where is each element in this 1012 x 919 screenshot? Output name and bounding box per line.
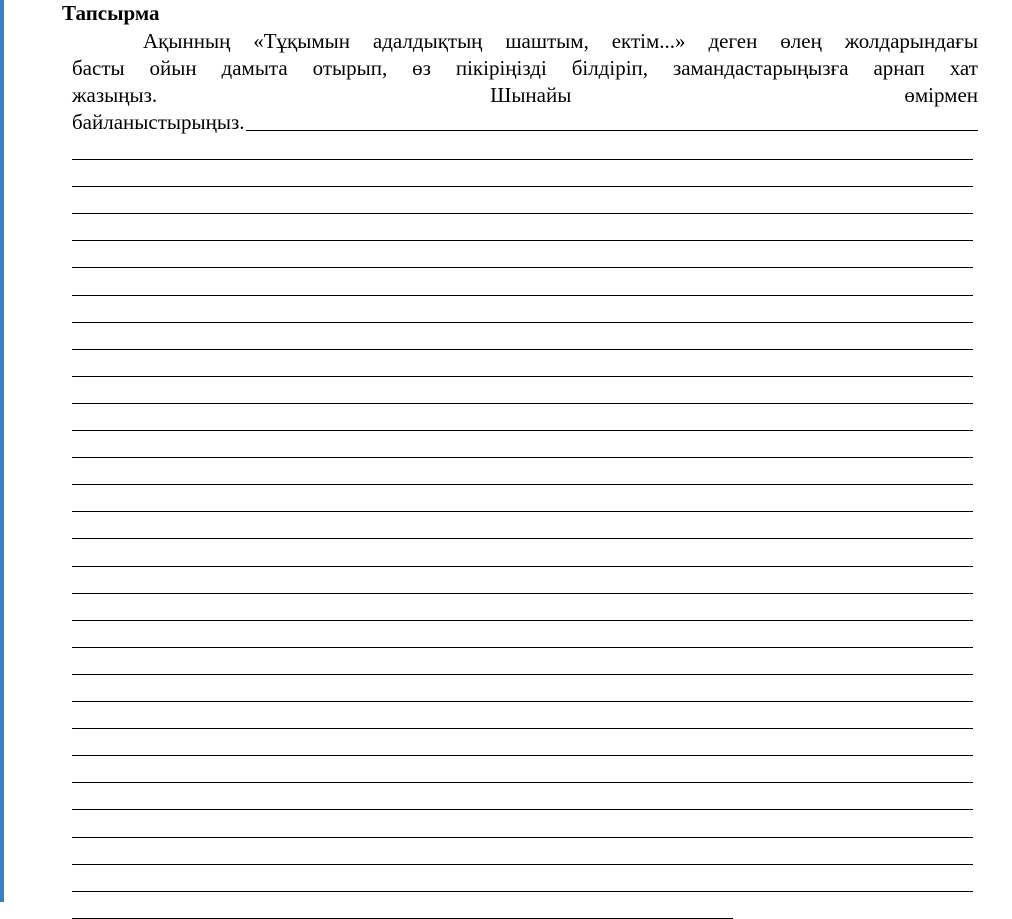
answer-line[interactable]: [72, 647, 973, 648]
task-word: деген: [708, 29, 758, 53]
task-word: жазыңыз.: [72, 83, 158, 107]
task-word: пікіріңізді: [455, 56, 547, 80]
task-word: арнап: [873, 56, 925, 80]
answer-line[interactable]: [72, 376, 973, 377]
answer-line-inline[interactable]: [246, 130, 978, 131]
task-text: [72, 28, 978, 136]
answer-line[interactable]: [72, 484, 973, 485]
task-word: ойын: [149, 56, 197, 80]
task-word: өз: [412, 56, 431, 80]
answer-line[interactable]: [72, 864, 973, 865]
task-word: өмірмен: [904, 83, 978, 107]
answer-line[interactable]: [72, 538, 973, 539]
answer-line[interactable]: [72, 159, 973, 160]
answer-line[interactable]: [72, 755, 973, 756]
task-word: өлең: [780, 29, 822, 53]
answer-line[interactable]: [72, 213, 973, 214]
answer-line[interactable]: [72, 809, 973, 810]
task-word: білдіріп,: [571, 56, 649, 80]
answer-line[interactable]: [72, 186, 973, 187]
task-word: «Тұқымын: [253, 29, 350, 53]
task-word: Шынайы: [490, 83, 572, 107]
answer-line[interactable]: [72, 593, 973, 594]
answer-line[interactable]: [72, 240, 973, 241]
answer-line[interactable]: [72, 701, 973, 702]
task-line-2: [72, 55, 978, 82]
answer-line[interactable]: [72, 322, 973, 323]
task-line-4: [72, 109, 978, 136]
task-word: хат: [949, 56, 978, 80]
answer-line[interactable]: [72, 295, 973, 296]
task-word: адалдықтың: [372, 29, 483, 53]
left-margin-bar: [0, 0, 4, 902]
answer-line[interactable]: [72, 837, 973, 838]
answer-line[interactable]: [72, 728, 973, 729]
task-word: отырып,: [312, 56, 388, 80]
answer-line[interactable]: [72, 782, 973, 783]
answer-line[interactable]: [72, 511, 973, 512]
answer-line[interactable]: [72, 430, 973, 431]
task-word: басты: [72, 56, 125, 80]
task-word: байланыстырыңыз.: [72, 110, 245, 134]
answer-line[interactable]: [72, 457, 973, 458]
task-word: шаштым,: [505, 29, 589, 53]
task-heading: Тапсырма: [62, 1, 160, 25]
answer-line[interactable]: [72, 403, 973, 404]
task-word: ектім...»: [611, 29, 686, 53]
task-word: замандастарыңызға: [672, 56, 849, 80]
task-word: дамыта: [221, 56, 288, 80]
answer-line[interactable]: [72, 349, 973, 350]
answer-line[interactable]: [72, 620, 973, 621]
answer-line[interactable]: [72, 674, 973, 675]
answer-line[interactable]: [72, 891, 973, 892]
answer-line[interactable]: [72, 566, 973, 567]
task-line-3: [72, 82, 978, 109]
answer-line[interactable]: [72, 267, 973, 268]
task-word: жолдарындағы: [844, 29, 978, 53]
task-line-1: [72, 28, 978, 55]
task-word: Ақынның: [143, 29, 231, 53]
